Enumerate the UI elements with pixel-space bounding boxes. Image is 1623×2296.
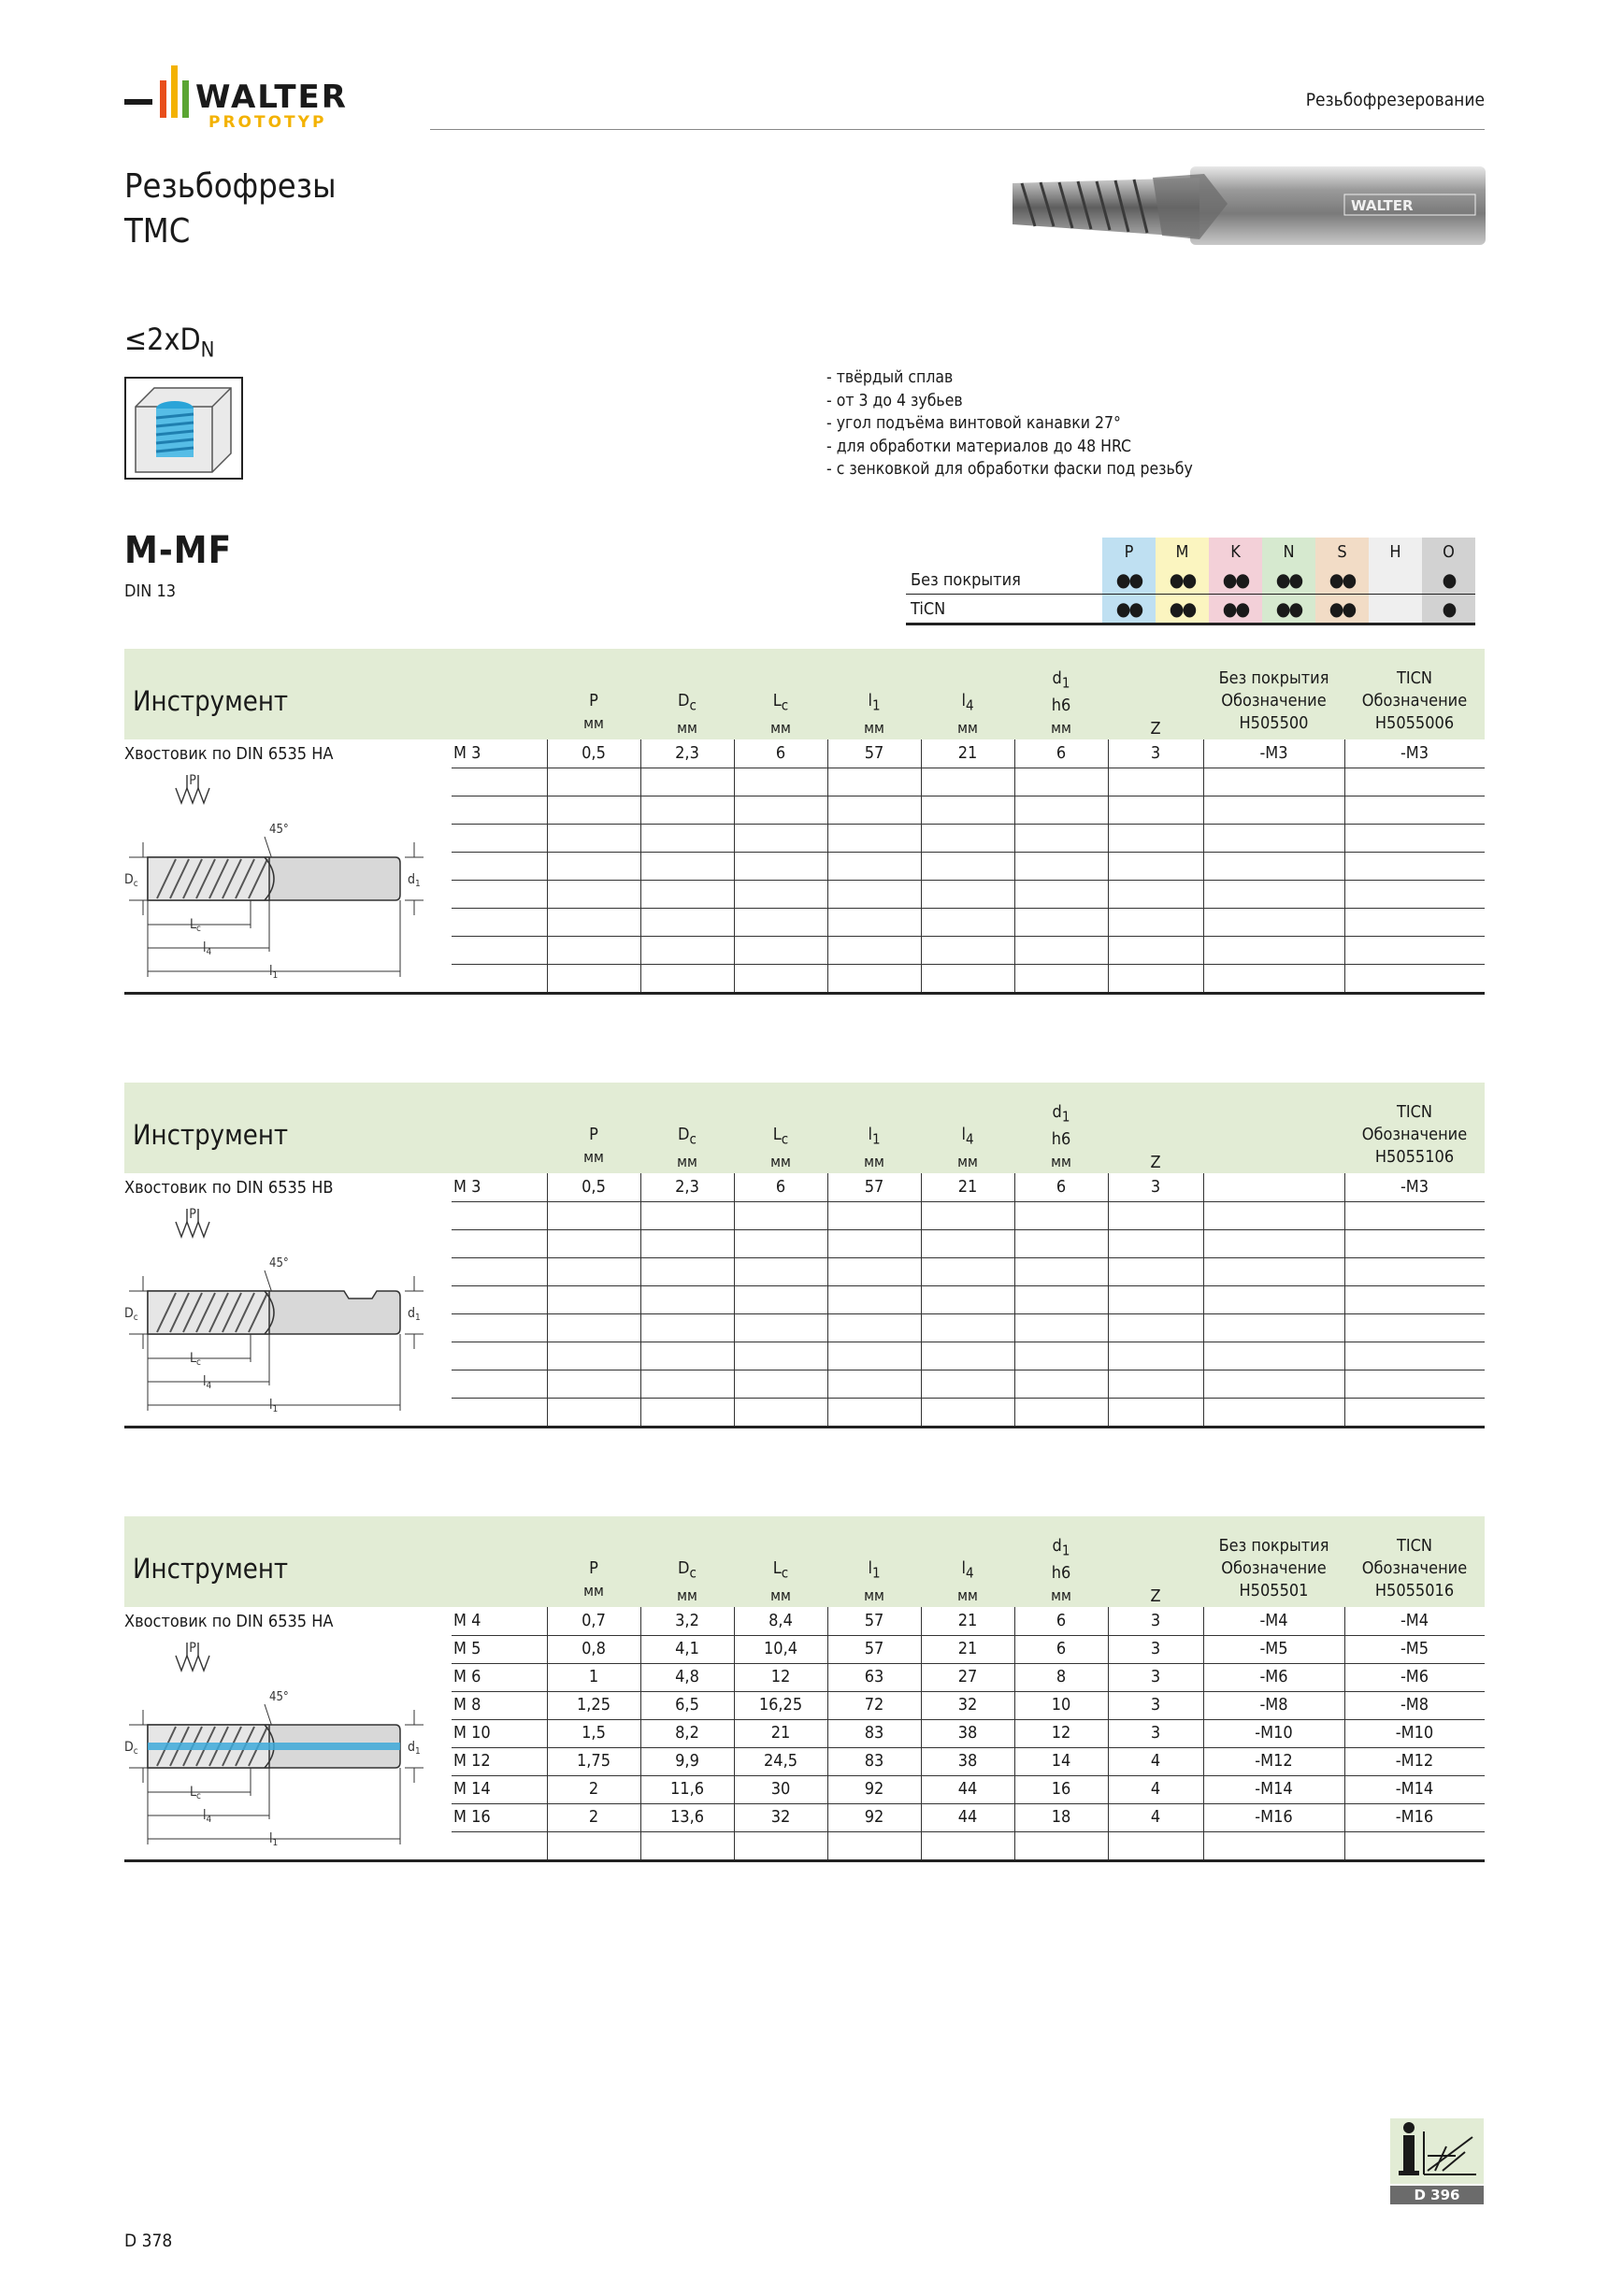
header-ticn-code: TICN Обозначение H5055006 (1361, 668, 1468, 733)
table-cell: 0,7 (582, 1611, 606, 1630)
thread-size-cell: M 5 (453, 1639, 481, 1658)
table-cell: 6 (1056, 1611, 1067, 1630)
table-cell: 3 (1150, 1723, 1161, 1743)
row-divider (452, 1775, 1485, 1776)
tool-dimension-drawing (124, 769, 452, 980)
row-divider (452, 1257, 1485, 1258)
table-cell: 21 (957, 743, 978, 763)
table-cell: 57 (864, 1611, 884, 1630)
suitability-mark: ●● (1315, 566, 1369, 595)
header-dc: $D_c$ мм (677, 691, 697, 737)
suitability-mark: ●● (1156, 595, 1209, 624)
header-l4: $l_4$ мм (957, 1125, 978, 1170)
svg-text:l1: $l_1$ (269, 1831, 279, 1847)
header-dc: $D_c$ мм (677, 1125, 697, 1170)
suitability-mark: ●● (1262, 595, 1315, 624)
row-divider (452, 1719, 1485, 1720)
thread-size-cell: M 14 (453, 1779, 491, 1799)
column-divider (640, 739, 641, 992)
section-title: Резьбофрезерование (1305, 90, 1485, 110)
row-divider (452, 964, 1485, 965)
table-cell: -M3 (1400, 743, 1429, 763)
shank-label: Хвостовик по DIN 6535 HA (124, 744, 334, 764)
table-cell: 8 (1056, 1667, 1067, 1686)
svg-text:d1: $d_1$ (408, 1306, 421, 1323)
table-cell: 6 (1056, 743, 1067, 763)
suitability-mark (1369, 595, 1422, 624)
table-cell: -M8 (1259, 1695, 1288, 1715)
tool-dimension-drawing (124, 1637, 452, 1847)
table-cell: 10 (1051, 1695, 1071, 1715)
thread-size-cell: M 10 (453, 1723, 491, 1743)
svg-text:45°: 45° (269, 823, 289, 837)
feature-item: - от 3 до 4 зубьев (826, 390, 1193, 413)
column-divider (1108, 1173, 1109, 1426)
column-divider (547, 1173, 548, 1426)
feature-item: - для обработки материалов до 48 HRC (826, 436, 1193, 459)
standard-title: M-MF (124, 529, 233, 572)
table-cell: -M6 (1259, 1667, 1288, 1686)
material-row-ticn (906, 595, 1475, 624)
row-divider (452, 1285, 1485, 1286)
feature-item: - с зенковкой для обработки фаски под резьбу (826, 458, 1193, 481)
row-divider (452, 1313, 1485, 1314)
svg-text:D 396: D 396 (1414, 2187, 1460, 2203)
material-p: P (1102, 538, 1156, 566)
suitability-mark (1369, 566, 1422, 595)
table-cell: -M5 (1400, 1639, 1429, 1658)
table-cell: 16,25 (758, 1695, 803, 1715)
header-z: Z (1150, 1153, 1161, 1172)
table-cell: 21 (770, 1723, 791, 1743)
header-pitch: P мм (583, 691, 604, 732)
feature-item: - твёрдый сплав (826, 366, 1193, 390)
svg-text:P: P (189, 773, 196, 788)
table-cell: -M10 (1255, 1723, 1293, 1743)
svg-text:WALTER: WALTER (195, 79, 348, 116)
header-ticn-code: TICN Обозначение H5055106 (1361, 1102, 1468, 1167)
table-cell: 13,6 (669, 1807, 705, 1827)
table-cell: 21 (957, 1611, 978, 1630)
table-bottom-rule (124, 1859, 1485, 1862)
depth-label: $\le 2xD_N$ (124, 322, 215, 363)
table-cell: -M3 (1400, 1177, 1429, 1197)
table-cell: 3 (1150, 1611, 1161, 1630)
svg-text:P: P (189, 1641, 196, 1656)
header-l1: $l_1$ мм (864, 691, 884, 737)
thread-size-cell: M 16 (453, 1807, 491, 1827)
column-divider (921, 1173, 922, 1426)
suitability-mark: ● (1422, 566, 1475, 595)
table-cell: -M12 (1255, 1751, 1293, 1771)
column-divider (827, 739, 828, 992)
table-title: Инструмент (133, 1119, 289, 1151)
table-cell: 1,5 (582, 1723, 606, 1743)
svg-text:PROTOTYP: PROTOTYP (208, 113, 327, 132)
row-divider (452, 908, 1485, 909)
tool-dimension-drawing (124, 1203, 452, 1413)
table-cell: 8,4 (768, 1611, 793, 1630)
suitability-mark: ●● (1315, 595, 1369, 624)
table-cell: 6 (775, 1177, 786, 1197)
row-divider (452, 1635, 1485, 1636)
suitability-mark: ●● (1102, 595, 1156, 624)
page-number: D 378 (124, 2231, 173, 2251)
table-cell: -M14 (1255, 1779, 1293, 1799)
table-cell: 3,2 (675, 1611, 699, 1630)
header-dc: $D_c$ мм (677, 1558, 697, 1604)
table-cell: 32 (957, 1695, 978, 1715)
threaded-hole-icon (124, 377, 243, 480)
table-cell: 4 (1150, 1807, 1161, 1827)
table-cell: 1,75 (576, 1751, 611, 1771)
header-z: Z (1150, 1586, 1161, 1606)
table-title: Инструмент (133, 685, 289, 717)
svg-text:d1: $d_1$ (408, 1740, 421, 1757)
header-l1: $l_1$ мм (864, 1558, 884, 1604)
svg-text:45°: 45° (269, 1690, 289, 1704)
table-cell: 83 (864, 1751, 884, 1771)
table-cell: 38 (957, 1751, 978, 1771)
table-title: Инструмент (133, 1553, 289, 1585)
thread-size-cell: M 8 (453, 1695, 481, 1715)
table-cell: 63 (864, 1667, 884, 1686)
table-cell: 57 (864, 1177, 884, 1197)
svg-text:45°: 45° (269, 1256, 289, 1270)
table-cell: -M16 (1395, 1807, 1434, 1827)
table-cell: -M10 (1395, 1723, 1434, 1743)
row-divider (452, 1747, 1485, 1748)
table-cell: 92 (864, 1807, 884, 1827)
suitability-mark: ● (1422, 595, 1475, 624)
table-cell: 8,2 (675, 1723, 699, 1743)
header-lc: $L_c$ мм (770, 691, 791, 737)
table-cell: 18 (1051, 1807, 1071, 1827)
svg-text:P: P (189, 1207, 196, 1222)
table-cell: 32 (770, 1807, 791, 1827)
table-cell: -M6 (1400, 1667, 1429, 1686)
suitability-mark: ●● (1209, 566, 1262, 595)
table-cell: 3 (1150, 1639, 1161, 1658)
title-line-1: Резьбофрезы (124, 167, 337, 206)
table-cell: 27 (957, 1667, 978, 1686)
table-cell: 0,5 (582, 743, 606, 763)
table-cell: 6 (1056, 1639, 1067, 1658)
header-d1: $d_1$ h6 мм (1051, 668, 1071, 737)
header-uncoated-code (1203, 1101, 1344, 1146)
table-cell: 3 (1150, 743, 1161, 763)
walter-logo (124, 56, 405, 136)
suitability-mark: ●● (1262, 566, 1315, 595)
title-line-2: TMC (124, 212, 191, 251)
shank-label: Хвостовик по DIN 6535 HB (124, 1178, 334, 1198)
table-cell: -M14 (1395, 1779, 1434, 1799)
header-d1: $d_1$ h6 мм (1051, 1102, 1071, 1170)
svg-text:Lc: $L_c$ (190, 1785, 201, 1801)
table-cell: 83 (864, 1723, 884, 1743)
material-m: M (1156, 538, 1209, 566)
table-cell: 4,8 (675, 1667, 699, 1686)
tool-table-1 (124, 649, 1485, 1006)
column-divider (1014, 739, 1015, 992)
column-divider (921, 739, 922, 992)
table-bottom-rule (124, 992, 1485, 995)
table-cell: 2,3 (675, 1177, 699, 1197)
column-divider (547, 739, 548, 992)
thread-size-cell: M 3 (453, 743, 481, 763)
row-divider (452, 1229, 1485, 1230)
table-cell: 6 (775, 743, 786, 763)
thread-size-cell: M 12 (453, 1751, 491, 1771)
standard-subtitle: DIN 13 (124, 581, 177, 601)
header-lc: $L_c$ мм (770, 1125, 791, 1170)
svg-text:Dc: $D_c$ (124, 1740, 138, 1757)
column-divider (734, 1173, 735, 1426)
thread-mill-image (1013, 157, 1486, 249)
svg-text:l1: $l_1$ (269, 964, 279, 980)
material-n: N (1262, 538, 1315, 566)
table-cell: 2 (588, 1779, 599, 1799)
column-divider (1203, 739, 1204, 992)
table-cell: 12 (1051, 1723, 1071, 1743)
table-cell: 14 (1051, 1751, 1071, 1771)
table-cell: 38 (957, 1723, 978, 1743)
row-divider (452, 1201, 1485, 1202)
table-cell: -M3 (1259, 743, 1288, 763)
row-divider (452, 852, 1485, 853)
svg-text:Dc: $D_c$ (124, 872, 138, 889)
svg-text:d1: $d_1$ (408, 872, 421, 889)
table-cell: 3 (1150, 1695, 1161, 1715)
table-cell: 24,5 (763, 1751, 798, 1771)
header-l4: $l_4$ мм (957, 1558, 978, 1604)
thread-size-cell: M 3 (453, 1177, 481, 1197)
svg-text:l4: $l_4$ (203, 1808, 212, 1825)
suitability-mark: ●● (1209, 595, 1262, 624)
svg-text:l1: $l_1$ (269, 1398, 279, 1413)
table-cell: 3 (1150, 1667, 1161, 1686)
suitability-mark: ●● (1156, 566, 1209, 595)
table-cell: 1 (588, 1667, 599, 1686)
column-divider (1344, 1173, 1345, 1426)
table-cell: 30 (770, 1779, 791, 1799)
table-cell: 44 (957, 1807, 978, 1827)
header-ticn-code: TICN Обозначение H5055016 (1361, 1536, 1468, 1600)
table-cell: 1,25 (576, 1695, 611, 1715)
table-cell: 2 (588, 1807, 599, 1827)
shank-label: Хвостовик по DIN 6535 HA (124, 1612, 334, 1631)
table-cell: -M16 (1255, 1807, 1293, 1827)
material-row-uncoated (906, 566, 1475, 595)
table-cell: 4 (1150, 1779, 1161, 1799)
table-cell: 57 (864, 1639, 884, 1658)
table-cell: 6 (1056, 1177, 1067, 1197)
table-bottom-rule (124, 1426, 1485, 1428)
table-cell: 0,8 (582, 1639, 606, 1658)
header-z: Z (1150, 719, 1161, 739)
table-cell: 9,9 (675, 1751, 699, 1771)
row-divider (452, 1398, 1485, 1399)
table-cell: -M4 (1400, 1611, 1429, 1630)
page-title (124, 165, 337, 254)
column-divider (1344, 739, 1345, 992)
header-pitch: P мм (583, 1558, 604, 1600)
column-divider (1108, 739, 1109, 992)
table-cell: -M12 (1395, 1751, 1434, 1771)
svg-text:Lc: $L_c$ (190, 917, 201, 934)
row-divider (452, 1663, 1485, 1664)
column-divider (827, 1173, 828, 1426)
header-l1: $l_1$ мм (864, 1125, 884, 1170)
coating-label: TiCN (906, 595, 1102, 624)
header-lc: $L_c$ мм (770, 1558, 791, 1604)
svg-text:Lc: $L_c$ (190, 1351, 201, 1368)
suitability-mark: ●● (1102, 566, 1156, 595)
svg-text:l4: $l_4$ (203, 1374, 212, 1391)
column-divider (734, 739, 735, 992)
material-s: S (1315, 538, 1369, 566)
table-cell: 44 (957, 1779, 978, 1799)
table-cell: 10,4 (763, 1639, 798, 1658)
tool-table-2 (124, 1083, 1485, 1440)
table-cell: 2,3 (675, 743, 699, 763)
material-h: H (1369, 538, 1422, 566)
row-divider (452, 824, 1485, 825)
table-cell: 21 (957, 1177, 978, 1197)
table-cell: 16 (1051, 1779, 1071, 1799)
header-divider (430, 129, 1485, 130)
table-cell: 6,5 (675, 1695, 699, 1715)
svg-text:l4: $l_4$ (203, 940, 212, 957)
info-reference-icon[interactable] (1390, 2118, 1484, 2204)
table-cell: -M8 (1400, 1695, 1429, 1715)
column-divider (1014, 1173, 1015, 1426)
table-cell: 92 (864, 1779, 884, 1799)
row-divider (452, 1691, 1485, 1692)
header-d1: $d_1$ h6 мм (1051, 1536, 1071, 1604)
tool-table-3 (124, 1516, 1485, 1873)
table-cell: 72 (864, 1695, 884, 1715)
column-divider (1203, 1173, 1204, 1426)
material-grid (906, 538, 1475, 625)
header-pitch: P мм (583, 1125, 604, 1166)
header-uncoated-code: Без покрытия Обозначение H505501 (1218, 1536, 1329, 1600)
svg-text:Dc: $D_c$ (124, 1306, 138, 1323)
table-cell: 4,1 (675, 1639, 699, 1658)
table-cell: 3 (1150, 1177, 1161, 1197)
table-cell: 57 (864, 743, 884, 763)
table-cell: -M4 (1259, 1611, 1288, 1630)
svg-text:WALTER: WALTER (1351, 197, 1414, 214)
header-l4: $l_4$ мм (957, 691, 978, 737)
table-cell: -M5 (1259, 1639, 1288, 1658)
row-divider (452, 1831, 1485, 1832)
column-divider (640, 1173, 641, 1426)
table-cell: 11,6 (669, 1779, 705, 1799)
thread-size-cell: M 4 (453, 1611, 481, 1630)
feature-item: - угол подъёма винтовой канавки 27° (826, 412, 1193, 436)
row-divider (452, 1803, 1485, 1804)
table-cell: 4 (1150, 1751, 1161, 1771)
table-cell: 0,5 (582, 1177, 606, 1197)
table-cell: 12 (770, 1667, 791, 1686)
feature-list (826, 366, 1193, 481)
header-uncoated-code: Без покрытия Обозначение H505500 (1218, 668, 1329, 733)
row-divider (452, 880, 1485, 881)
table-cell: 21 (957, 1639, 978, 1658)
material-k: K (1209, 538, 1262, 566)
row-divider (452, 936, 1485, 937)
thread-size-cell: M 6 (453, 1667, 481, 1686)
coating-label: Без покрытия (906, 566, 1102, 595)
material-o: O (1422, 538, 1475, 566)
